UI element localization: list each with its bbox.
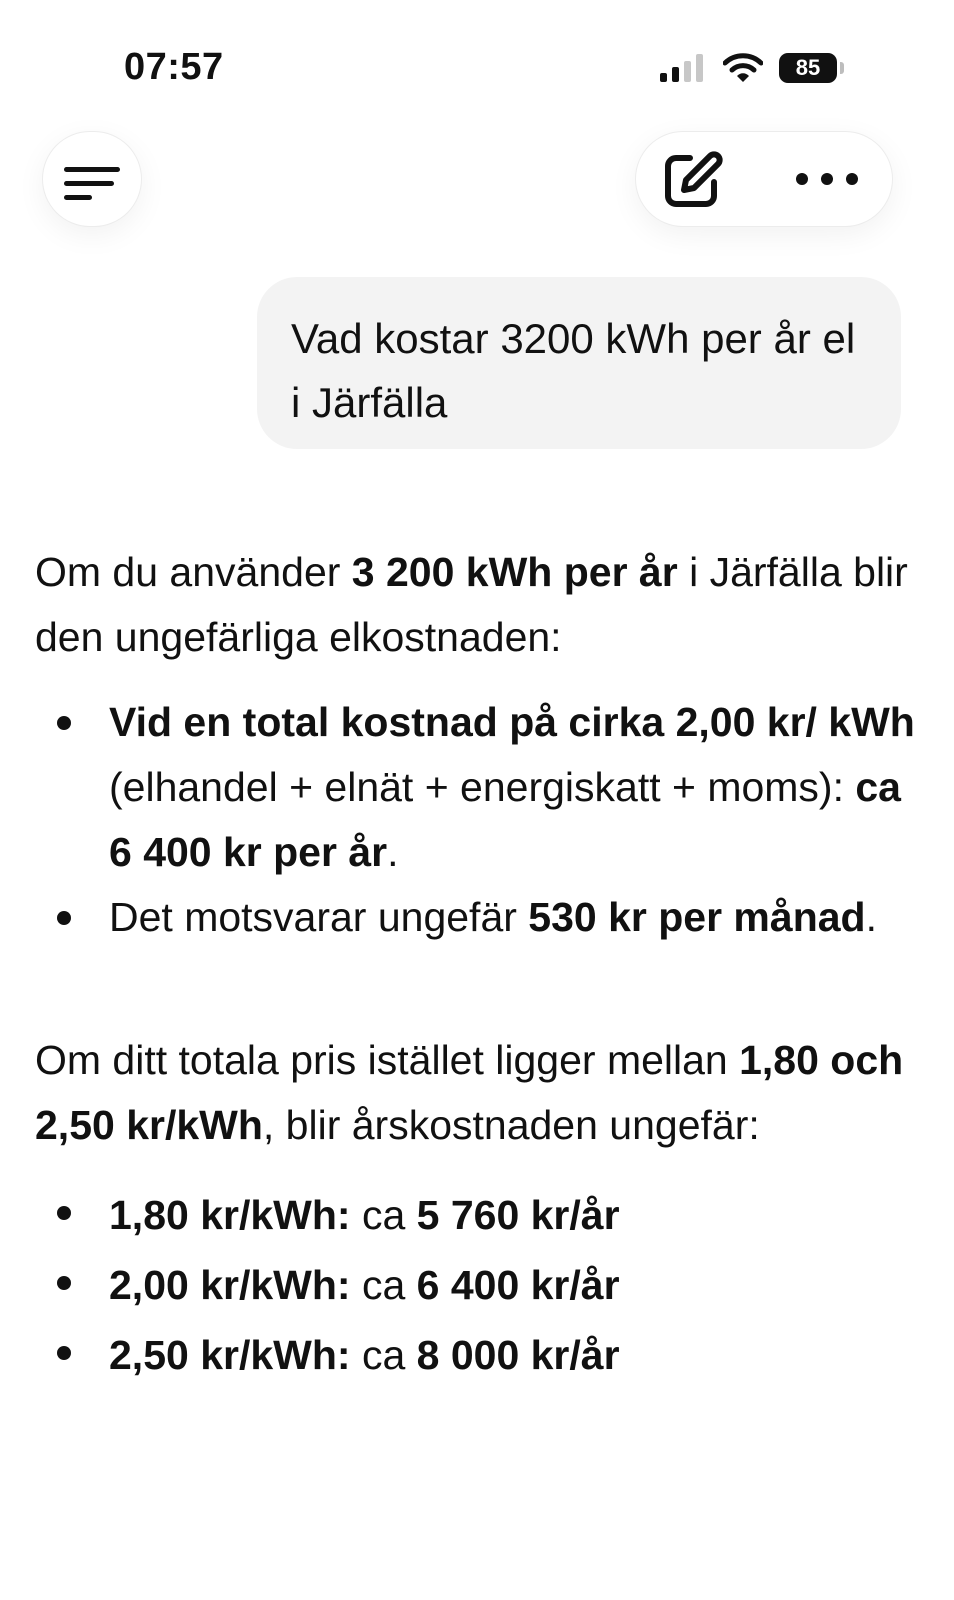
user-message-bubble xyxy=(257,277,901,449)
list-item: Vid en total kostnad på cirka 2,00 kr/ kWh (elhandel + elnät + energiskatt + moms): ca 6 400 kr per år. xyxy=(35,690,915,885)
menu-button[interactable] xyxy=(43,132,141,226)
answer-list-1 xyxy=(35,690,915,950)
answer-paragraph-1: Om du använder 3 200 kWh per år i Järfälla blir den ungefärliga elkostnaden: xyxy=(35,549,908,660)
menu-lines-icon xyxy=(64,159,120,199)
cellular-signal-icon xyxy=(660,54,703,82)
list-item: 2,00 kr/kWh: ca 6 400 kr/år xyxy=(35,1250,915,1320)
answer-paragraph-2: Om ditt totala pris istället ligger mellan 1,80 och 2,50 kr/kWh, blir årskostnaden ungefär: xyxy=(35,1037,904,1148)
list-item: 2,50 kr/kWh: ca 8 000 kr/år xyxy=(35,1320,915,1390)
battery-icon xyxy=(779,53,837,83)
status-time: 07:57 xyxy=(124,46,224,88)
new-chat-pencil-icon[interactable] xyxy=(662,150,724,210)
battery-level: 85 xyxy=(795,55,821,80)
user-message-text: Vad kostar 3200 kWh per år el i Järfälla xyxy=(291,315,856,426)
list-item: Det motsvarar ungefär 530 kr per månad. xyxy=(35,885,915,950)
more-dots-icon[interactable] xyxy=(796,162,858,196)
header-actions xyxy=(636,132,892,226)
wifi-icon xyxy=(723,51,763,85)
status-indicators xyxy=(660,48,837,88)
answer-list-2 xyxy=(35,1180,915,1390)
assistant-message xyxy=(35,540,915,1390)
list-item: 1,80 kr/kWh: ca 5 760 kr/år xyxy=(35,1180,915,1250)
